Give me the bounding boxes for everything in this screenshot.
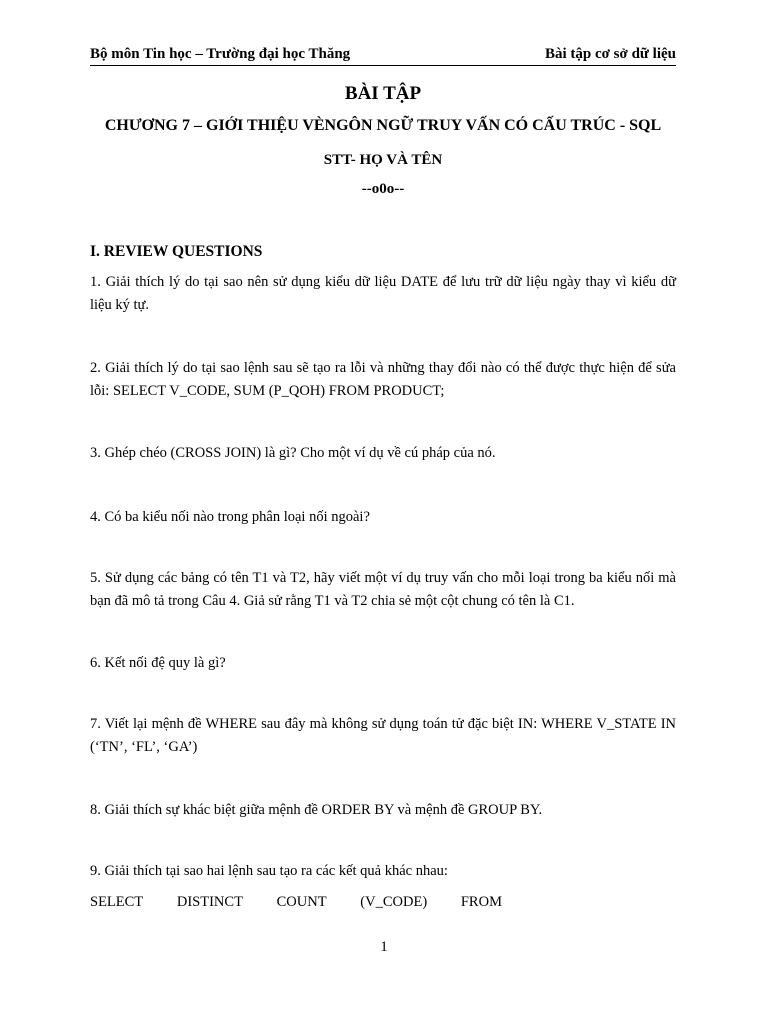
code-token: SELECT (90, 894, 144, 910)
question-8: 8. Giải thích sự khác biệt giữa mệnh đề ORDER BY và mệnh đề GROUP BY. (90, 802, 543, 818)
section-title: I. REVIEW QUESTIONS (90, 243, 263, 260)
code-token: (V_CODE) (360, 894, 428, 910)
page-number: 1 (380, 939, 388, 955)
code-token: COUNT (276, 894, 327, 910)
question-6: 6. Kết nối đệ quy là gì? (90, 655, 226, 671)
title-decoration: --o0o-- (361, 181, 405, 197)
header-right-text: Bài tập cơ sở dữ liệu (544, 46, 676, 62)
chapter-title: CHƯƠNG 7 – GIỚI THIỆU VÈNGÔN NGỮ TRUY VẤN CÓ CẤU TRÚC - SQL (104, 117, 662, 134)
title-block (90, 82, 676, 199)
sql-code-line (90, 891, 502, 914)
question-1: 1. Giải thích lý do tại sao nên sử dụng kiểu dữ liệu DATE để lưu trữ dữ liệu ngày thay vì kiểu dữ liệu ký tự. (90, 274, 676, 313)
question-3: 3. Ghép chéo (CROSS JOIN) là gì? Cho một ví dụ về cú pháp của nó. (90, 445, 496, 461)
page-header (90, 46, 676, 66)
question-2: 2. Giải thích lý do tại sao lệnh sau sẽ tạo ra lỗi và những thay đổi nào có thể được thực hiện để sửa lỗi: SELECT V_CODE, SUM (P_QOH) FROM PRODUCT; (90, 360, 676, 399)
document-title: BÀI TẬP (344, 83, 422, 104)
code-token: DISTINCT (176, 894, 243, 910)
question-7: 7. Viết lại mệnh đề WHERE sau đây mà không sử dụng toán tử đặc biệt IN: WHERE V_STATE IN (‘TN’, ‘FL’, ‘GA’) (90, 716, 676, 755)
question-5: 5. Sử dụng các bảng có tên T1 và T2, hãy viết một ví dụ truy vấn cho mỗi loại trong ba kiểu nối mà bạn đã mô tả trong Câu 4. Giả sử rằng T1 và T2 chia sẻ một cột chung có tên là C1. (90, 570, 676, 609)
question-9: 9. Giải thích tại sao hai lệnh sau tạo ra các kết quả khác nhau: (90, 863, 448, 879)
student-name-line: STT- HỌ VÀ TÊN (323, 152, 443, 168)
header-left-text: Bộ môn Tin học – Trường đại học Thăng (90, 46, 351, 62)
question-4: 4. Có ba kiểu nối nào trong phân loại nối ngoài? (90, 509, 370, 525)
code-token: FROM (460, 894, 502, 910)
